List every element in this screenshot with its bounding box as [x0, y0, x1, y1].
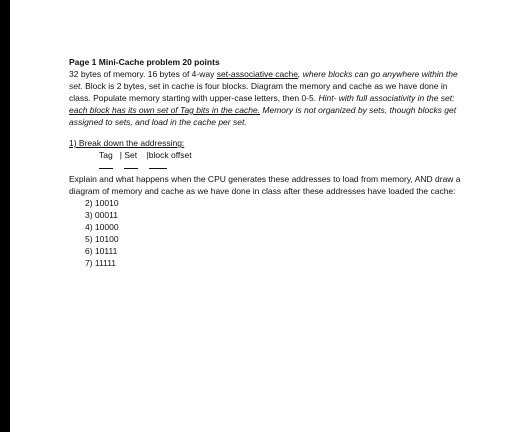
description-run: each block has its own set of Tag bits in the cache. — [69, 105, 261, 115]
description-run: Hint- with full associativity in the set: — [318, 93, 455, 103]
question-1-heading: 1) Break down the addressing: — [69, 138, 185, 148]
description-run: , where blocks can go anywhere within the set. — [69, 69, 458, 91]
document-body — [69, 56, 469, 269]
offset-blank — [149, 162, 167, 169]
problem-description — [69, 68, 469, 128]
address-item: 2) 10010 — [85, 198, 119, 208]
address-item: 5) 10100 — [85, 234, 119, 244]
description-run: set-associative cache — [216, 69, 298, 79]
answer-blanks — [99, 162, 469, 169]
address-list — [69, 197, 469, 269]
document-page — [10, 0, 520, 432]
address-field-labels: Tag | Set |block offset — [99, 150, 192, 160]
tag-blank — [99, 162, 113, 169]
description-run: Block is 2 bytes, set in cache is four blocks. Diagram the memory and cache as we have done in class. Populate memory starting with upper-case letters, then 0-5. — [69, 81, 448, 103]
description-run: Memory is not organized by sets, though blocks get assigned to sets, and load in the cache per set. — [69, 105, 457, 127]
page-title: Page 1 Mini-Cache problem 20 points — [69, 57, 220, 67]
address-item: 7) 11111 — [85, 258, 117, 268]
set-blank — [124, 162, 138, 169]
address-item: 6) 10111 — [85, 246, 118, 256]
question-2-prompt: Explain and what happens when the CPU generates these addresses to load from memory, AND draw a diagram of memory and cache as we have done in class after these addresses have loaded the cache: — [69, 174, 461, 196]
address-item: 3) 00011 — [85, 210, 118, 220]
description-run: 32 bytes of memory. 16 bytes of 4-way — [69, 69, 217, 79]
scroll-handle[interactable] — [10, 398, 17, 420]
address-item: 4) 10000 — [85, 222, 119, 232]
